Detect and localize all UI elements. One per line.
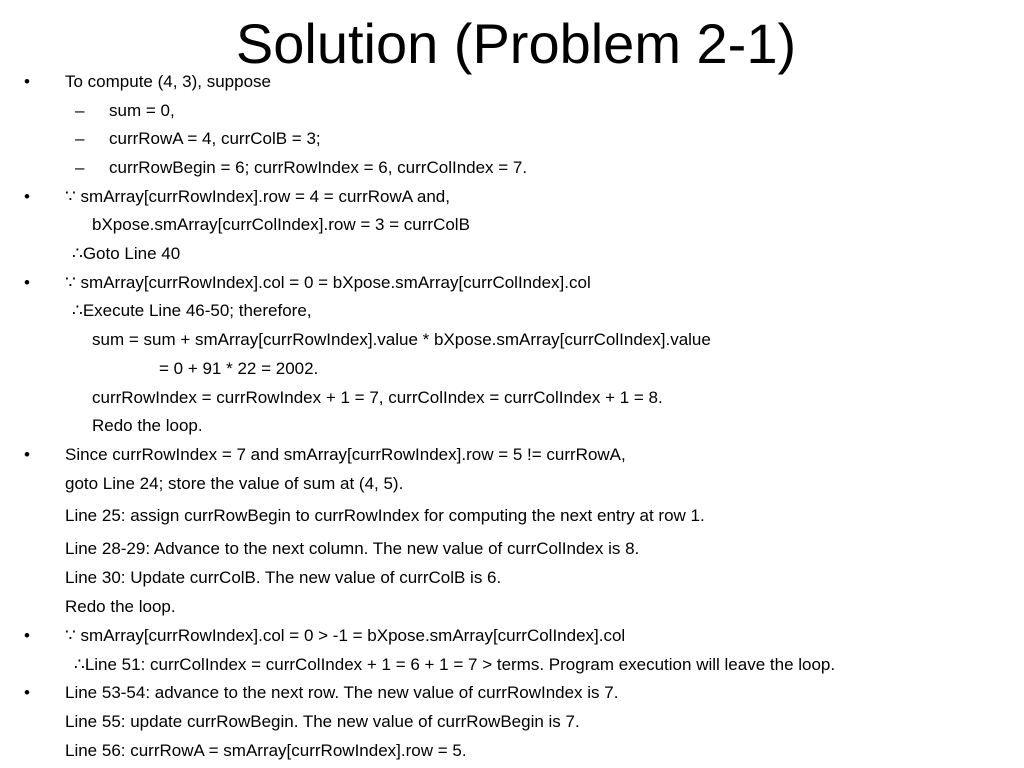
slide-line: Line 55: update currRowBegin. The new value of currRowBegin is 7. (65, 712, 580, 731)
slide-line: Redo the loop. (65, 597, 176, 616)
slide-line: Line 28-29: Advance to the next column. The new value of currColIndex is 8. (65, 539, 640, 558)
bullet-marker: • (24, 683, 30, 702)
slide-line: bXpose.smArray[currColIndex].row = 3 = currColB (92, 215, 470, 234)
slide-line: = 0 + 91 * 22 = 2002. (159, 359, 319, 378)
slide-line: ∴Goto Line 40 (72, 244, 181, 263)
slide-line: To compute (4, 3), suppose (65, 72, 272, 91)
dash-marker: – (75, 129, 85, 148)
slide-title: Solution (Problem 2-1) (235, 12, 797, 75)
slide-line: ∵ smArray[currRowIndex].row = 4 = currRowA and, (65, 187, 450, 206)
slide-line: Line 56: currRowA = smArray[currRowIndex].row = 5. (65, 741, 467, 760)
slide-line: currRowBegin = 6; currRowIndex = 6, currColIndex = 7. (109, 158, 528, 177)
slide-line: Line 25: assign currRowBegin to currRowIndex for computing the next entry at row 1. (65, 506, 705, 525)
slide-line: Since currRowIndex = 7 and smArray[currRowIndex].row = 5 != currRowA, (65, 445, 626, 464)
slide-line: currRowA = 4, currColB = 3; (109, 129, 321, 148)
slide-line: Line 30: Update currColB. The new value of currColB is 6. (65, 568, 502, 587)
slide-line: sum = sum + smArray[currRowIndex].value * bXpose.smArray[currColIndex].value (92, 330, 711, 349)
slide-line: ∵ smArray[currRowIndex].col = 0 > -1 = bXpose.smArray[currColIndex].col (65, 626, 626, 645)
slide-line: ∴Line 51: currColIndex = currColIndex + 1 = 6 + 1 = 7 > terms. Program execution will leave the loop. (74, 655, 836, 674)
dash-marker: – (75, 101, 85, 120)
bullet-marker: • (24, 187, 30, 206)
bullet-marker: • (24, 626, 30, 645)
slide-line: goto Line 24; store the value of sum at (4, 5). (65, 474, 404, 493)
bullet-marker: • (24, 273, 30, 292)
slide-line: Redo the loop. (92, 416, 203, 435)
slide-line: ∵ smArray[currRowIndex].col = 0 = bXpose.smArray[currColIndex].col (65, 273, 591, 292)
slide-line: currRowIndex = currRowIndex + 1 = 7, currColIndex = currColIndex + 1 = 8. (92, 388, 663, 407)
bullet-marker: • (24, 445, 30, 464)
slide-line: Line 53-54: advance to the next row. The new value of currRowIndex is 7. (65, 683, 619, 702)
slide-line: ∴Execute Line 46-50; therefore, (72, 301, 312, 320)
bullet-marker: • (24, 72, 30, 91)
dash-marker: – (75, 158, 85, 177)
slide-line: sum = 0, (109, 101, 175, 120)
